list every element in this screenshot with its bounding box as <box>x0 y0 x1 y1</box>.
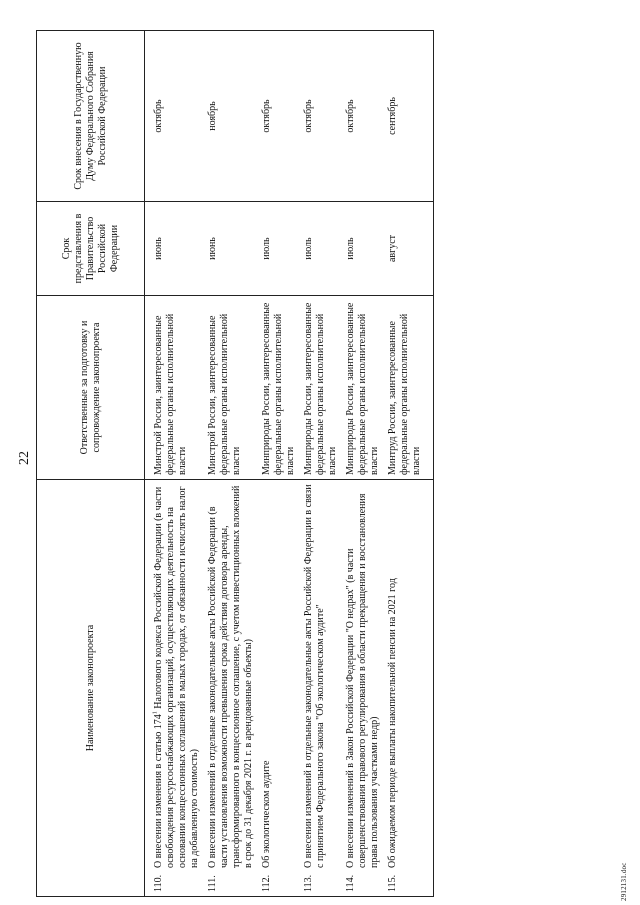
duma-deadline: сентябрь <box>387 31 434 202</box>
footnote-superscript: 1 <box>152 711 159 715</box>
responsible: Минстрой России, заинтересованные федеральные органы исполнительной власти <box>207 296 261 480</box>
bill-name: О внесении изменений в отдельные законодательные акты Российской Федерации (в части установления возможности превышения срока действия договора аренды, трансформированного в концессионное соглашение, с учетом инвестиционных вложений в срок до 31 декабря 2021 г. в арендованные объекты) <box>207 485 254 868</box>
table-row <box>303 31 345 897</box>
duma-deadline: октябрь <box>345 31 387 202</box>
bill-name: О внесении изменения в статью $174^1$ Налогового кодекса Российской Федерации (в части освобождения ресурсоснабжающих организаций, осуществляющих деятельность на основании концессионных соглашений в малых городах, от обязанности исчислять налог на добавленную стоимость) <box>152 486 200 868</box>
bill-name: О внесении изменений в Закон Российской Федерации "О недрах" (в части совершенствования правового регулирования в области прекращения и восстановления права пользования участками недр) <box>345 493 380 868</box>
table-row <box>207 31 261 897</box>
header-name: Наименование законопроекта <box>37 480 145 897</box>
table-row <box>145 31 208 897</box>
table-row <box>387 31 434 897</box>
document-code: 2912131.doc <box>620 862 628 901</box>
bill-name: Об ожидаемом периоде выплаты накопительной пенсии на 2021 год <box>387 578 398 868</box>
row-number: 110. <box>153 874 164 892</box>
gov-deadline: август <box>387 202 434 296</box>
row-number: 112. <box>261 874 272 892</box>
row-number: 114. <box>345 874 356 892</box>
responsible: Минприроды России, заинтересованные федеральные органы исполнительной власти <box>303 296 345 480</box>
header-gov-deadline: Срок представления в Правительство Российской Федерации <box>37 202 145 296</box>
table-row <box>345 31 387 897</box>
responsible: Минтруд России, заинтересованные федеральные органы исполнительной власти <box>387 296 434 480</box>
responsible: Минприроды России, заинтересованные федеральные органы исполнительной власти <box>345 296 387 480</box>
gov-deadline: июнь <box>145 202 208 296</box>
table-row <box>261 31 303 897</box>
duma-deadline: октябрь <box>145 31 208 202</box>
gov-deadline: июль <box>261 202 303 296</box>
duma-deadline: ноябрь <box>207 31 261 202</box>
bill-name: Об экологическом аудите <box>261 760 272 868</box>
header-responsible: Ответственные за подготовку и сопровождение законопроекта <box>37 296 145 480</box>
bills-table <box>36 30 434 897</box>
bill-name: О внесении изменений в отдельные законодательные акты Российской Федерации в связи с принятием Федерального закона "Об экологическом аудите" <box>303 484 326 868</box>
table-header-row <box>37 31 145 897</box>
responsible: Минстрой России, заинтересованные федеральные органы исполнительной власти <box>145 296 208 480</box>
gov-deadline: июнь <box>207 202 261 296</box>
duma-deadline: октябрь <box>261 31 303 202</box>
duma-deadline: октябрь <box>303 31 345 202</box>
gov-deadline: июль <box>345 202 387 296</box>
gov-deadline: июль <box>303 202 345 296</box>
row-number: 115. <box>387 874 398 892</box>
header-duma-deadline: Срок внесения в Государственную Думу Федерального Собрания Российской Федерации <box>37 31 145 202</box>
row-number: 113. <box>303 874 314 892</box>
responsible: Минприроды России, заинтересованные федеральные органы исполнительной власти <box>261 296 303 480</box>
row-number: 111. <box>207 875 218 892</box>
page-number: 22 <box>17 451 32 465</box>
